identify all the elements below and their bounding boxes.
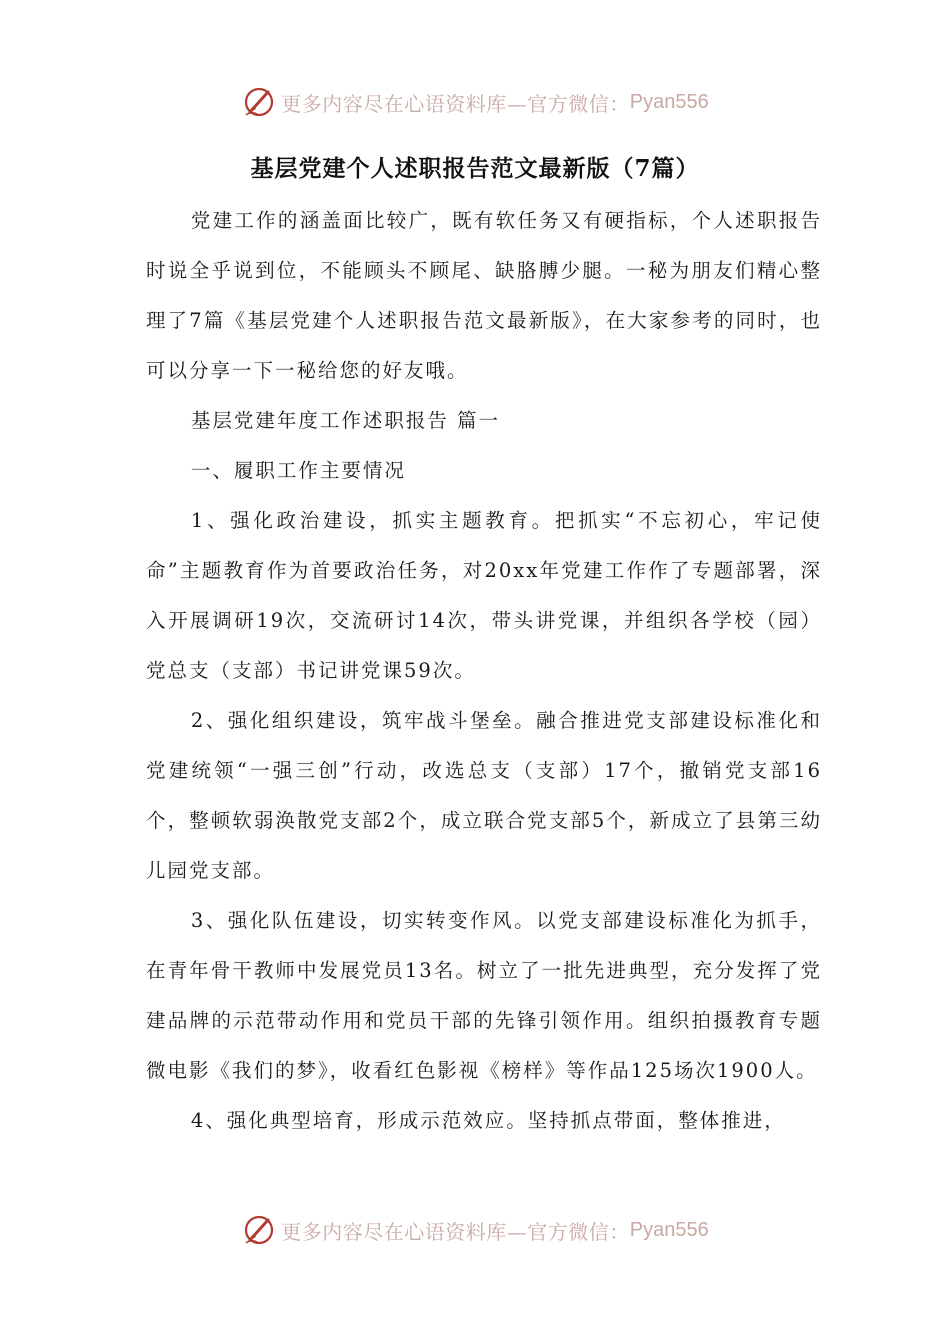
body-paragraph-4: 4、强化典型培育，形成示范效应。坚持抓点带面，整体推进， [190, 1109, 786, 1132]
pen-in-circle-icon [241, 1212, 277, 1248]
intro-paragraph: 党建工作的涵盖面比较广，既有软任务又有硬指标，个人述职报告时说全乎说到位，不能顾头不顾尾、缺胳膊少腿。一秘为朋友们精心整理了7篇《基层党建个人述职报告范文最新版》，在大家参考的同时，也可以分享一下一秘给您的好友哦。 [146, 209, 822, 382]
watermark-text: 更多内容尽在心语资料库—官方微信： [281, 91, 630, 116]
body-paragraph-3: 3、强化队伍建设，切实转变作风。以党支部建设标准化为抓手，在青年骨干教师中发展党员13名。树立了一批先进典型，充分发挥了党建品牌的示范带动作用和党员干部的先锋引领作用。组织拍摄教育专题微电影《我们的梦》，收看红色影视《榜样》等作品125场次1900人。 [146, 909, 822, 1082]
body-paragraph-1: 1、强化政治建设，抓实主题教育。把抓实“不忘初心，牢记使命”主题教育作为首要政治任务，对20xx年党建工作作了专题部署，深入开展调研19次，交流研讨14次，带头讲党课，并组织各学校（园）党总支（支部）书记讲党课59次。 [146, 509, 822, 682]
watermark-text: 更多内容尽在心语资料库—官方微信： [281, 1219, 630, 1244]
watermark-handle: Pyan556 [629, 1218, 709, 1241]
document-body [146, 196, 822, 1146]
document-title: 基层党建个人述职报告范文最新版（7篇） [250, 155, 700, 182]
subsection-heading: 一、履职工作主要情况 [190, 459, 406, 482]
body-paragraph-2: 2、强化组织建设，筑牢战斗堡垒。融合推进党支部建设标准化和党建统领“一强三创”行动，改选总支（支部）17个，撤销党支部16个，整顿软弱涣散党支部2个，成立联合党支部5个，新成立了县第三幼儿园党支部。 [146, 709, 822, 882]
pen-in-circle-icon [241, 84, 277, 120]
watermark-banner-bottom [0, 1208, 950, 1252]
watermark-handle: Pyan556 [629, 90, 709, 113]
section-heading: 基层党建年度工作述职报告 篇一 [190, 409, 501, 432]
watermark-banner-top [0, 80, 950, 124]
